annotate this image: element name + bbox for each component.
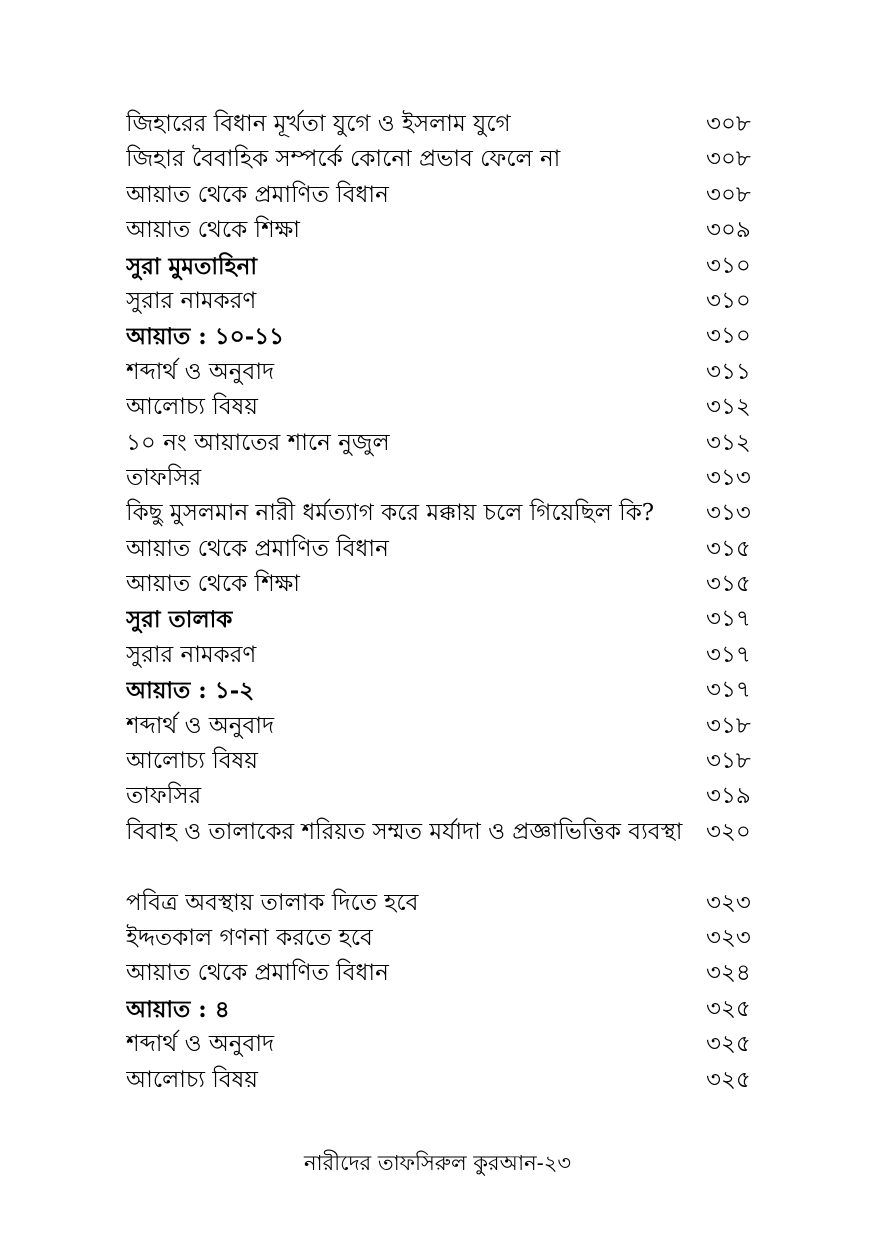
toc-row xyxy=(126,921,758,956)
toc-entry-page: ৩০৮ xyxy=(706,181,751,208)
toc-row xyxy=(126,1063,758,1098)
toc-entry-title: শব্দার্থ ও অনুবাদ xyxy=(126,712,275,739)
toc-entry-page: ৩০৯ xyxy=(706,217,751,244)
toc-entry-page: ৩০৮ xyxy=(706,111,751,137)
toc-entry-page: ৩১০ xyxy=(706,252,751,279)
toc-entry-page: ৩২৫ xyxy=(706,1031,751,1058)
toc-entry-title: আয়াত থেকে প্রমাণিত বিধান xyxy=(126,535,389,562)
toc-entry-title: আলোচ্য বিষয় xyxy=(126,1066,258,1093)
toc-entry-page: ৩১৫ xyxy=(706,571,751,598)
toc-row xyxy=(126,1027,758,1062)
toc-entry-page: ৩১৫ xyxy=(706,535,751,562)
toc-row xyxy=(126,426,758,461)
toc-entry-title: সুরার নামকরণ xyxy=(126,641,257,668)
toc-row xyxy=(126,461,758,496)
toc-entry-title: শব্দার্থ ও অনুবাদ xyxy=(126,1031,275,1058)
toc-entry-title: কিছু মুসলমান নারী ধর্মত্যাগ করে মক্কায় চলে গিয়েছিল কি? xyxy=(126,500,655,527)
toc-row xyxy=(126,744,758,779)
toc-entry-page: ৩২৪ xyxy=(706,960,751,987)
toc-entry-title: আয়াত : ৪ xyxy=(126,995,230,1023)
toc-row xyxy=(126,532,758,567)
toc-entry-page: ৩১৮ xyxy=(706,748,751,775)
toc-entry-title: সুরা তালাক xyxy=(126,606,233,634)
toc-entry-title: আয়াত থেকে প্রমাণিত বিধান xyxy=(126,181,389,208)
page-footer: নারীদের তাফসিরুল কুরআন-২৩ xyxy=(303,1151,572,1175)
toc-row xyxy=(126,390,758,425)
toc-entry-page: ৩০৮ xyxy=(706,146,751,173)
toc-row xyxy=(126,956,758,991)
toc-entry-page: ৩১২ xyxy=(706,429,751,456)
toc-row xyxy=(126,284,758,319)
toc-row xyxy=(126,213,758,248)
toc-entry-page: ৩২৩ xyxy=(706,889,751,916)
toc-row-section-heading xyxy=(126,673,758,708)
toc-row xyxy=(126,779,758,814)
toc-row xyxy=(126,496,758,531)
toc-row xyxy=(126,567,758,602)
toc-entry-title: তাফসির xyxy=(126,464,202,491)
toc-entry-title: বিবাহ ও তালাকের শরিয়ত সম্মত মর্যাদা ও প্রজ্ঞাভিত্তিক ব্যবস্থা xyxy=(126,818,683,845)
toc-entry-title: জিহারের বিধান মূর্খতা যুগে ও ইসলাম যুগে xyxy=(126,111,511,137)
toc-entry-page: ৩১৩ xyxy=(706,464,751,491)
toc-entry-page: ৩১৯ xyxy=(706,783,751,810)
toc-entry-title: ইদ্দতকাল গণনা করতে হবে xyxy=(126,925,373,951)
toc-entry-title: আয়াত থেকে প্রমাণিত বিধান xyxy=(126,960,389,987)
toc-row xyxy=(126,886,758,921)
toc-entry-title: আয়াত : ১০-১১ xyxy=(126,323,285,351)
toc-row xyxy=(126,815,758,886)
toc-entry-title: শব্দার্থ ও অনুবাদ xyxy=(126,358,275,385)
toc-entry-page: ৩২৫ xyxy=(706,995,751,1022)
toc-entry-page: ৩১২ xyxy=(706,394,751,421)
toc-entry-title: ১০ নং আয়াতের শানে নুজুল xyxy=(126,429,390,456)
toc-row xyxy=(126,638,758,673)
toc-row-section-heading xyxy=(126,319,758,354)
toc-entry-title: সুরার নামকরণ xyxy=(126,287,257,314)
toc-entry-page: ৩১৮ xyxy=(706,712,751,739)
toc-entry-title: পবিত্র অবস্থায় তালাক দিতে হবে xyxy=(126,889,419,916)
toc-entry-title: আলোচ্য বিষয় xyxy=(126,748,258,775)
toc-entry-page: ৩১০ xyxy=(706,287,751,314)
toc-entry-title: আয়াত থেকে শিক্ষা xyxy=(126,571,300,598)
toc-row xyxy=(126,178,758,213)
toc-row xyxy=(126,142,758,177)
toc-row-section-heading xyxy=(126,992,758,1027)
toc-entry-page: ৩১৩ xyxy=(706,500,751,527)
toc-entry-page: ৩২৩ xyxy=(706,925,751,951)
toc-entry-title: আয়াত : ১-২ xyxy=(126,677,255,705)
toc-row-section-heading xyxy=(126,602,758,637)
toc-row xyxy=(126,107,758,142)
toc-row xyxy=(126,355,758,390)
toc-entry-title: আয়াত থেকে শিক্ষা xyxy=(126,217,300,244)
toc-row xyxy=(126,709,758,744)
toc-entry-title: সুরা মুমতাহিনা xyxy=(126,252,258,280)
toc-entry-title: তাফসির xyxy=(126,783,202,810)
toc-entry-page: ৩১৭ xyxy=(706,641,751,668)
toc-entry-page: ৩২০ xyxy=(706,818,751,845)
toc-entry-page: ৩১১ xyxy=(706,358,751,385)
toc-entry-page: ৩১০ xyxy=(706,323,751,350)
toc-entry-title: জিহার বৈবাহিক সম্পর্কে কোনো প্রভাব ফেলে না xyxy=(126,146,561,173)
toc-entry-title: আলোচ্য বিষয় xyxy=(126,394,258,421)
table-of-contents xyxy=(126,107,758,1098)
toc-entry-page: ৩১৭ xyxy=(706,606,751,633)
toc-entry-page: ৩১৭ xyxy=(706,677,751,704)
toc-row-section-heading xyxy=(126,249,758,284)
toc-entry-page: ৩২৫ xyxy=(706,1066,751,1093)
